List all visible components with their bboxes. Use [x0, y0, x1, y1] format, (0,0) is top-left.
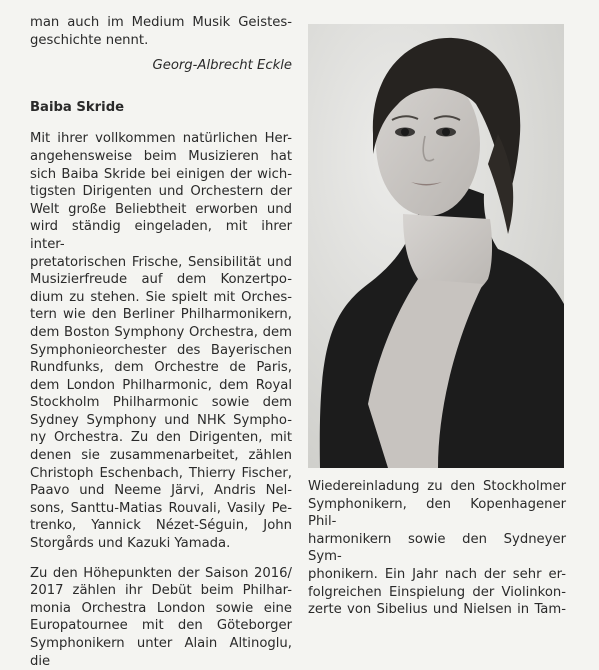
text-line: phonikern. Ein Jahr nach der sehr er- [308, 566, 566, 582]
text-line: harmonikern sowie den Sydneyer Sym- [308, 531, 566, 565]
text-line: 2017 zählen ihr Debüt beim Philhar- [30, 583, 292, 599]
text-line: Symphonikern, den Kopenhagener Phil- [308, 496, 566, 530]
text-line: Storgårds und Kazuki Yamada. [30, 536, 231, 552]
section-heading: Baiba Skride [30, 99, 125, 115]
portrait-photo [308, 24, 564, 468]
right-column [308, 478, 566, 619]
text-line: dem Boston Symphony Orchestra, dem [30, 324, 292, 340]
text-line: Musizierfreude auf dem Konzertpo- [30, 272, 292, 288]
text-line: wird ständig eingeladen, mit ihrer inter- [30, 219, 292, 252]
biography-paragraph-2 [30, 565, 292, 670]
text-line: Paavo und Neeme Järvi, Andris Nel- [30, 483, 292, 499]
text-line: angehensweise beim Musizieren hat [30, 148, 292, 164]
text-line: tern wie den Berliner Philharmonikern, [30, 307, 292, 323]
text-line: Rundfunks, dem Orchestre de Paris, [30, 360, 292, 376]
text-line: monia Orchestra London sowie eine [30, 600, 292, 616]
text-line: dem London Philharmonic, dem Royal [30, 377, 292, 393]
author-signature: Georg-Albrecht Eckle [152, 58, 292, 74]
text-line: Symphonieorchester des Bayerischen [30, 342, 292, 358]
text-line: Welt große Beliebtheit erworben und [30, 201, 292, 217]
text-line: Christoph Eschenbach, Thierry Fischer, [30, 465, 292, 481]
text-line: zerte von Sibelius und Nielsen in Tam- [308, 602, 566, 618]
continued-paragraph [308, 478, 566, 619]
text-line: Symphonikern unter Alain Altinoglu, die [30, 636, 292, 669]
text-line: Stockholm Philharmonic sowie dem [30, 395, 292, 411]
text-line: Zu den Höhepunkten der Saison 2016/ [30, 565, 292, 581]
text-line: trenko, Yannick Nézet-Séguin, John [30, 518, 292, 534]
text-line: Wiedereinladung zu den Stockholmer [308, 479, 566, 494]
text-line: ny Orchestra. Zu den Dirigenten, mit [30, 430, 292, 446]
text-line: dium zu stehen. Sie spielt mit Orches- [30, 289, 292, 305]
text-line: Sydney Symphony und NHK Sympho- [30, 412, 292, 428]
text-line: pretatorischen Frische, Sensibilität und [30, 254, 292, 270]
text-line: sich Baiba Skride bei einigen der wich- [30, 166, 292, 182]
left-column [30, 14, 292, 670]
text-line: man auch im Medium Musik Geistes- [30, 15, 292, 30]
biography-paragraph-1 [30, 130, 292, 552]
text-line: geschichte nennt. [30, 32, 149, 48]
text-line: folgreichen Einspielung der Violinkon- [308, 584, 566, 600]
text-line: denen sie zusammenarbeitet, zählen [30, 448, 292, 464]
text-line: tigsten Dirigenten und Orchestern der [30, 184, 292, 200]
text-line: Europatournee mit den Göteborger [30, 618, 292, 634]
intro-paragraph [30, 14, 292, 49]
text-line: Mit ihrer vollkommen natürlichen Her- [30, 131, 292, 147]
text-line: sons, Santtu-Matias Rouvali, Vasily Pe- [30, 500, 292, 516]
